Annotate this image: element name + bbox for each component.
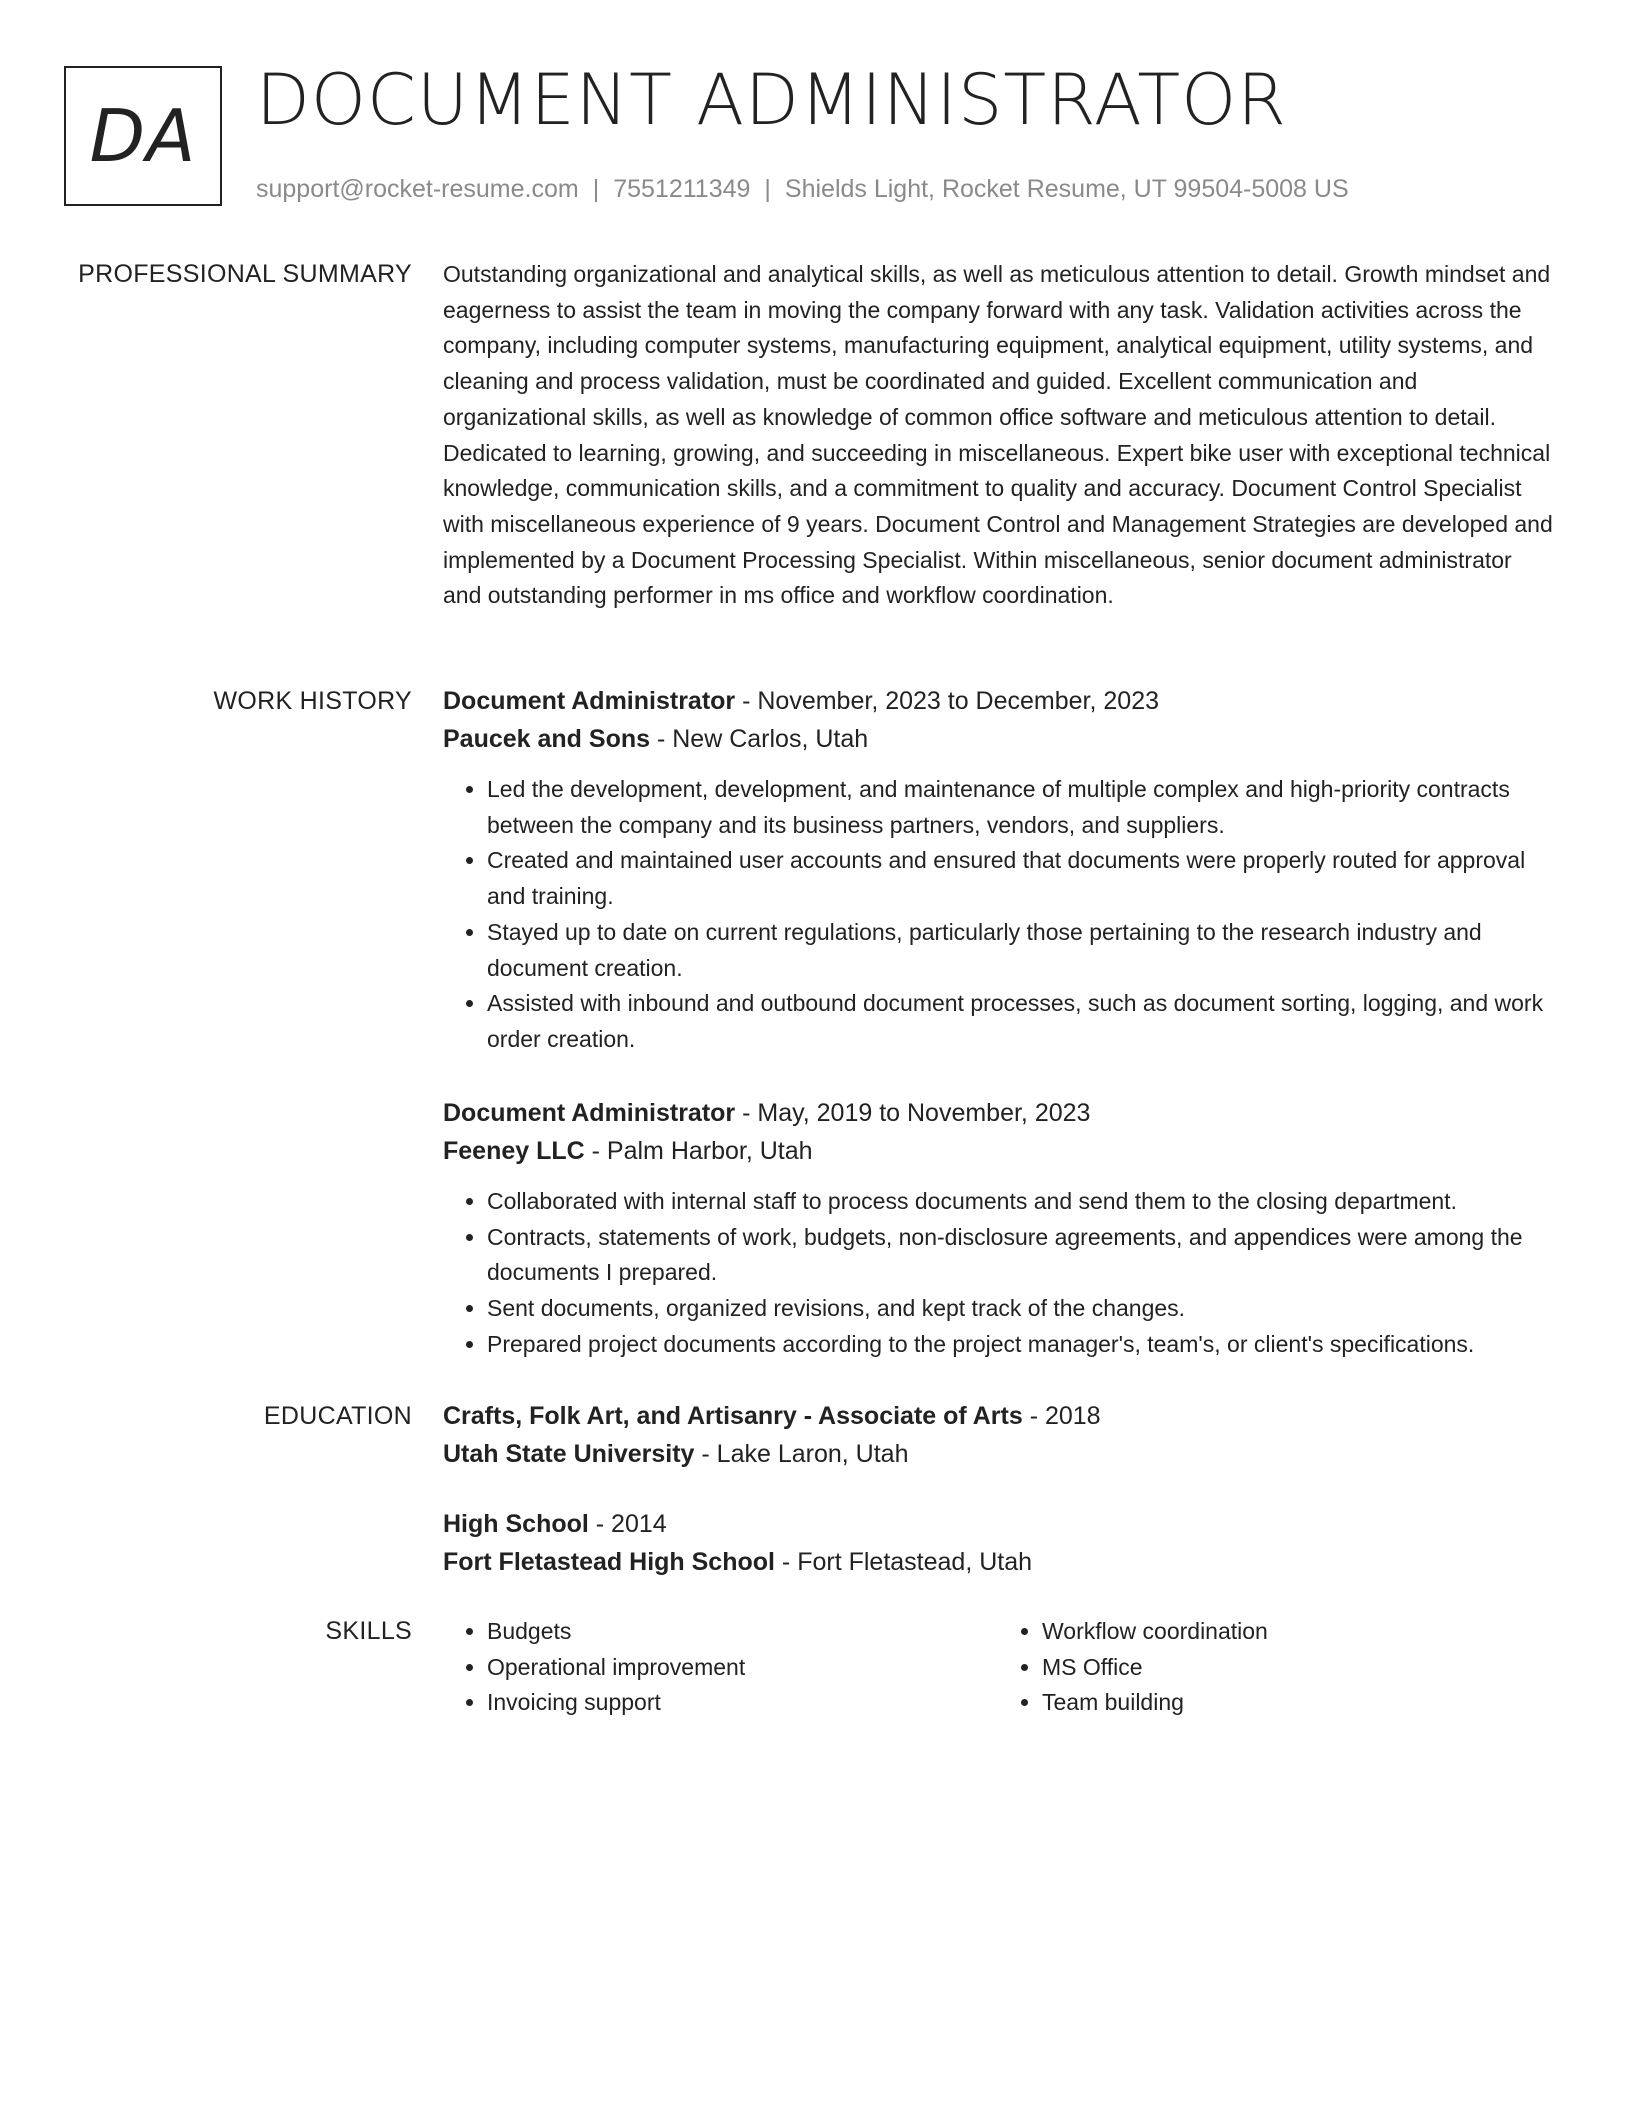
- job-bullet: • Assisted with inbound and outbound document processes, such as document sorting, logging, and work order creation.: [487, 986, 1553, 1057]
- job-title-line: [443, 1094, 1553, 1132]
- school: Utah State University: [443, 1440, 695, 1468]
- degree-line: [443, 1397, 1553, 1435]
- job-location: - Palm Harbor, Utah: [584, 1137, 813, 1165]
- job-bullet: • Collaborated with internal staff to process documents and send them to the closing department.: [487, 1184, 1553, 1220]
- job-bullet: • Contracts, statements of work, budgets, non-disclosure agreements, and appendices were among the documents I prepared.: [487, 1220, 1553, 1291]
- skills-grid: [443, 1614, 1553, 1721]
- section-label-skills: SKILLS: [325, 1617, 412, 1645]
- contact-separator: |: [592, 175, 600, 203]
- job-entry: [443, 1094, 1553, 1363]
- summary-text: Outstanding organizational and analytical skills, as well as meticulous attention to detail. Growth mindset and eagerness to assist the team in moving the company forward with any task. Validation activities across the company, including computer systems, manufacturing equipment, analytical equipment, utility systems, and cleaning and process validation, must be coordinated and guided. Excellent communication and organizational skills, as well as knowledge of common office software and meticulous attention to detail. Dedicated to learning, growing, and succeeding in miscellaneous. Expert bike user with exceptional technical knowledge, communication skills, and a commitment to quality and accuracy. Document Control Specialist with miscellaneous experience of 9 years. Document Control and Management Strategies are developed and implemented by a Document Processing Specialist. Within miscellaneous, senior document administrator and outstanding performer in ms office and workflow coordination.: [443, 261, 1553, 609]
- school: Fort Fletastead High School: [443, 1548, 775, 1576]
- job-title: Document Administrator: [443, 687, 736, 715]
- contact-email: support@rocket-resume.com: [256, 175, 579, 203]
- degree: High School: [443, 1510, 589, 1538]
- skill-item: • MS Office: [1042, 1650, 1553, 1686]
- contact-separator: |: [764, 175, 771, 203]
- work-history-section: [443, 682, 1553, 1058]
- job-bullet: • Stayed up to date on current regulations, particularly those pertaining to the research industry and document creation.: [487, 915, 1553, 986]
- job-bullets: [443, 772, 1553, 1058]
- monogram-box: [64, 66, 222, 206]
- degree-year: - 2014: [588, 1510, 667, 1538]
- job-bullet: • Led the development, development, and maintenance of multiple complex and high-priority contracts between the company and its business partners, vendors, and suppliers.: [487, 772, 1553, 843]
- skill-item: • Invoicing support: [487, 1685, 998, 1721]
- job-company: Paucek and Sons: [443, 725, 651, 753]
- school-line: [443, 1543, 1553, 1581]
- job-company-line: [443, 720, 1553, 758]
- job-dates: - November, 2023 to December, 2023: [735, 687, 1160, 715]
- job-dates: - May, 2019 to November, 2023: [735, 1099, 1091, 1127]
- job-company-line: [443, 1132, 1553, 1170]
- contact-phone: 7551211349: [613, 175, 751, 203]
- contact-address: Shields Light, Rocket Resume, UT 99504-5008 US: [784, 175, 1349, 203]
- job-bullet: • Created and maintained user accounts and ensured that documents were properly routed for approval and training.: [487, 843, 1553, 914]
- education-entry: [443, 1397, 1553, 1473]
- section-label-education: EDUCATION: [263, 1402, 412, 1430]
- skill-item: • Operational improvement: [487, 1650, 998, 1686]
- skill-item: • Team building: [1042, 1685, 1553, 1721]
- school-line: [443, 1435, 1553, 1473]
- job-bullets: [443, 1184, 1553, 1363]
- contact-line: [256, 172, 1349, 206]
- degree-year: - 2018: [1022, 1402, 1101, 1430]
- summary-section: [443, 257, 1553, 614]
- job-location: - New Carlos, Utah: [650, 725, 869, 753]
- skill-item: • Workflow coordination: [1042, 1614, 1553, 1650]
- job-bullet: • Prepared project documents according to the project manager's, team's, or client's specifications.: [487, 1327, 1553, 1363]
- skill-item: • Budgets: [487, 1614, 998, 1650]
- job-title-line: [443, 682, 1553, 720]
- job-company: Feeney LLC: [443, 1137, 585, 1165]
- degree: Crafts, Folk Art, and Artisanry - Associate of Arts: [443, 1402, 1023, 1430]
- degree-line: [443, 1505, 1553, 1543]
- work-history-section-2: [443, 1094, 1553, 1363]
- job-bullet: • Sent documents, organized revisions, and kept track of the changes.: [487, 1291, 1553, 1327]
- school-location: - Fort Fletastead, Utah: [774, 1548, 1033, 1576]
- skills-list-right: [998, 1614, 1553, 1721]
- skills-section: [443, 1614, 1553, 1721]
- section-label-summary: PROFESSIONAL SUMMARY: [78, 260, 412, 288]
- skills-list-left: [443, 1614, 998, 1721]
- school-location: - Lake Laron, Utah: [694, 1440, 909, 1468]
- monogram-initials: DA: [89, 94, 197, 178]
- section-label-work-history: WORK HISTORY: [213, 687, 412, 715]
- candidate-name: DOCUMENT ADMINISTRATOR: [256, 59, 1287, 141]
- education-entry: [443, 1505, 1553, 1581]
- job-entry: [443, 682, 1553, 1058]
- job-title: Document Administrator: [443, 1099, 736, 1127]
